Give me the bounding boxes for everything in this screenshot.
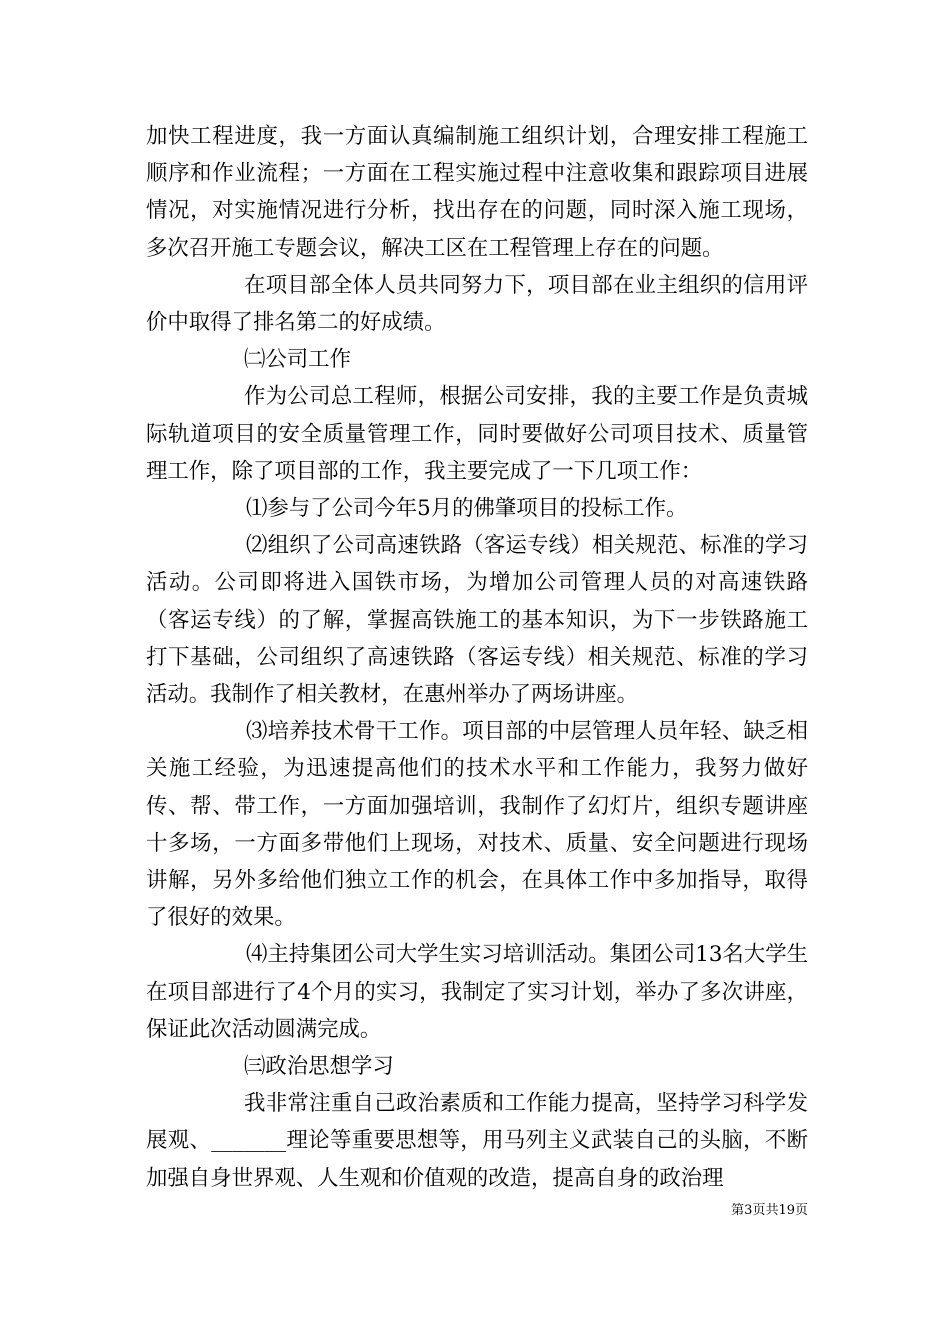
paragraph-progress-management: 加快工程进度，我一方面认真编制施工组织计划，合理安排工程施工顺序和作业流程；一方面在工程实施过程中注意收集和跟踪项目进展情况，对实施情况进行分析，找出存在的问题，同时深入施工现场，多次召开施工专题会议，解决工区在工程管理上存在的问题。 [146,124,808,261]
paragraph-company-work-intro: 作为公司总工程师，根据公司安排，我的主要工作是负责城际轨道项目的安全质量管理工作，同时要做好公司项目技术、质量管理工作，除了项目部的工作，我主要完成了一下几项工作： [146,384,808,484]
section-heading-company-work: ㈡公司工作 [244,347,351,373]
page-body [146,118,808,1197]
list-item-internship: ⑷主持集团公司大学生实习培训活动。集团公司13名大学生在项目部进行了4个月的实习，我制定了实习计划，举办了多次讲座，保证此次活动圆满完成。 [146,942,808,1042]
list-item-bidding: ⑴参与了公司今年5月的佛肇项目的投标工作。 [246,496,688,522]
list-item-staff-training: ⑶培养技术骨干工作。项目部的中层管理人员年轻、缺乏相关施工经验，为迅速提高他们的技术水平和工作能力，我努力做好传、帮、带工作，一方面加强培训，我制作了幻灯片，组织专题讲座十多场，一方面多带他们上现场，对技术、质量、安全问题进行现场讲解，另外多给他们独立工作的机会，在具体工作中多加指导，取得了很好的效果。 [146,719,808,931]
paragraph-credit-evaluation: 在项目部全体人员共同努力下，项目部在业主组织的信用评价中取得了排名第二的好成绩。 [146,272,808,336]
section-heading-political-study: ㈢政治思想学习 [244,1054,394,1080]
page-number: 第3页共19页 [731,1203,808,1218]
paragraph-political-study: 我非常注重自己政治素质和工作能力提高，坚持学习科学发展观、_______理论等重要思想等，用马列主义武装自己的头脑，不断加强自身世界观、人生观和价值观的改造，提高自身的政治理 [146,1091,808,1191]
list-item-railway-study: ⑵组织了公司高速铁路（客运专线）相关规范、标准的学习活动。公司即将进入国铁市场，为增加公司管理人员的对高速铁路（客运专线）的了解，掌握高铁施工的基本知识，为下一步铁路施工打下基础，公司组织了高速铁路（客运专线）相关规范、标准的学习活动。我制作了相关教材，在惠州举办了两场讲座。 [146,533,808,708]
